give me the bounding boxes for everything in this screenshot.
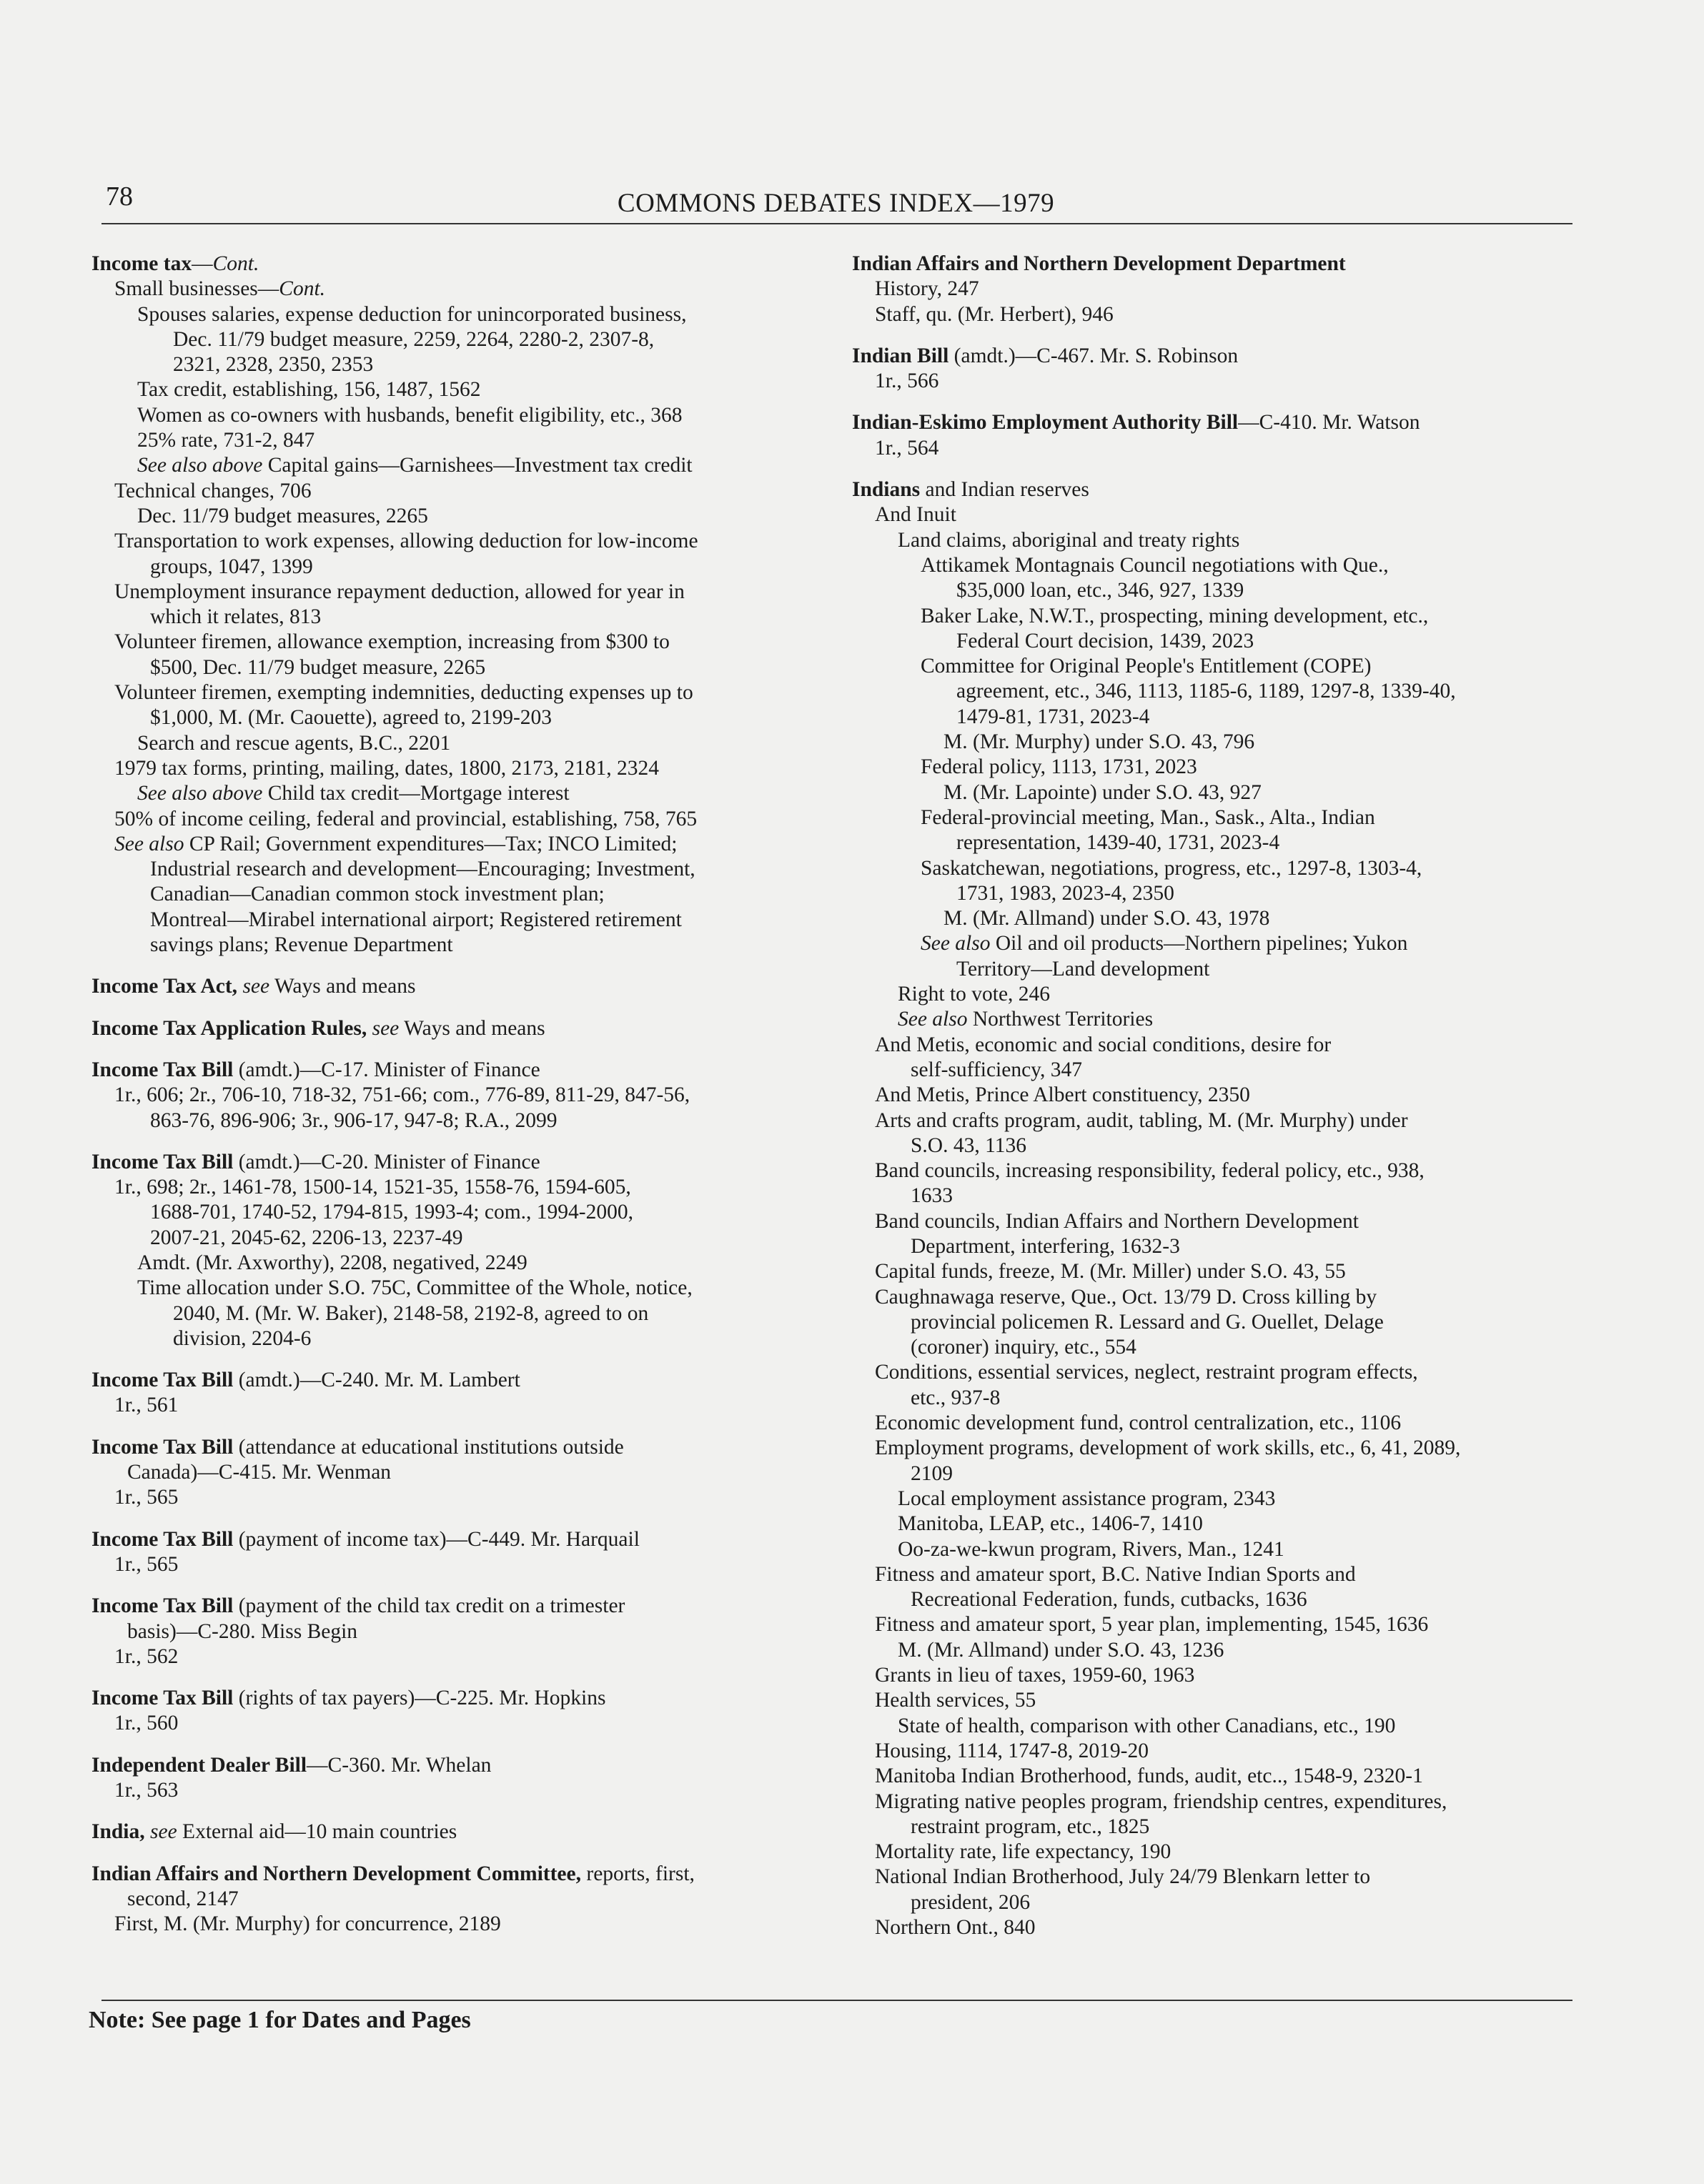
- index-subentry: [852, 1915, 1581, 1940]
- index-subentry: [91, 302, 838, 378]
- index-subentry: [852, 654, 1581, 730]
- entry-text: Ways and means: [399, 1016, 545, 1040]
- entry-text: (amdt.)—C-240. Mr. M. Lambert: [233, 1369, 520, 1392]
- entry-continuation: (coroner) inquiry, etc., 554: [911, 1336, 1136, 1359]
- entry-headword: Income Tax Bill: [91, 1150, 234, 1173]
- entry-continuation: Department, interfering, 1632-3: [911, 1234, 1180, 1258]
- entry-text: Women as co-owners with husbands, benefit eligibility, etc., 368: [137, 403, 683, 427]
- entry-continuation: 1731, 1983, 2023-4, 2350: [956, 881, 1174, 905]
- entry-text: Caughnawaga reserve, Que., Oct. 13/79 D. Cross killing by: [875, 1285, 1377, 1309]
- entry-spacer: [91, 1803, 838, 1820]
- entry-text: Northern Ont., 840: [875, 1916, 1036, 1939]
- entry-text: Fitness and amateur sport, B.C. Native Indian Sports and: [875, 1562, 1356, 1586]
- index-subentry: [852, 1033, 1581, 1083]
- entry-spacer: [91, 1133, 838, 1150]
- entry-spacer: [91, 958, 838, 974]
- entry-spacer: [91, 1041, 838, 1058]
- index-subentry: [852, 755, 1581, 780]
- entry-text: State of health, comparison with other Canadians, etc., 190: [898, 1714, 1396, 1737]
- entry-text: 1r., 698; 2r., 1461-78, 1500-14, 1521-35, 1558-76, 1594-605,: [114, 1176, 631, 1199]
- entry-headword: Income Tax Bill: [91, 1527, 234, 1551]
- index-subentry: [852, 302, 1581, 327]
- entry-text: 1r., 566: [875, 369, 939, 393]
- index-subentry: [91, 807, 838, 832]
- index-subentry: [91, 479, 838, 504]
- entry-text: And Metis, economic and social conditions, desire for: [875, 1033, 1332, 1056]
- entry-text: —C-360. Mr. Whelan: [307, 1753, 492, 1777]
- entry-text: M. (Mr. Allmand) under S.O. 43, 1236: [898, 1638, 1224, 1662]
- entry-text: Committee for Original People's Entitlement (COPE): [921, 655, 1372, 678]
- index-subentry: [91, 756, 838, 781]
- index-subentry: [852, 1739, 1581, 1764]
- index-subentry: [91, 403, 838, 428]
- entry-continuation: $500, Dec. 11/79 budget measure, 2265: [150, 655, 486, 679]
- index-subentry: [91, 1711, 838, 1736]
- entry-italic: see: [237, 975, 270, 998]
- entry-text: Attikamek Montagnais Council negotiations with Que.,: [921, 553, 1389, 577]
- entry-continuation: basis)—C-280. Miss Begin: [127, 1619, 358, 1643]
- index-subentry: [91, 1644, 838, 1669]
- entry-text: Small businesses—: [114, 277, 279, 301]
- entry-text: Tax credit, establishing, 156, 1487, 1562: [137, 378, 481, 402]
- index-subentry: [852, 906, 1581, 931]
- entry-text: Oil and oil products—Northern pipelines; Yukon: [990, 932, 1408, 955]
- index-subentry: [91, 781, 838, 806]
- page-header: [101, 175, 1570, 218]
- entry-continuation: 863-76, 896-906; 3r., 906-17, 947-8; R.A., 2099: [150, 1108, 558, 1132]
- entry-text: Arts and crafts program, audit, tabling, M. (Mr. Murphy) under: [875, 1108, 1408, 1132]
- entry-headword: Indian Affairs and Northern Development Committee,: [91, 1862, 581, 1885]
- index-subentry: [852, 369, 1581, 394]
- footer-rule: [101, 2000, 1572, 2001]
- entry-headword: Income Tax Bill: [91, 1687, 234, 1710]
- index-subentry: [852, 277, 1581, 302]
- entry-text: Northwest Territories: [967, 1008, 1154, 1031]
- index-subentry: [852, 528, 1581, 553]
- left-index-column: [91, 252, 838, 1937]
- entry-text: Conditions, essential services, neglect, restraint program effects,: [875, 1361, 1418, 1384]
- entry-continuation: S.O. 43, 1136: [911, 1133, 1026, 1157]
- entry-spacer: [91, 1669, 838, 1686]
- index-subentry: [91, 630, 838, 680]
- index-subentry: [91, 1251, 838, 1276]
- entry-continuation: 2109: [911, 1461, 953, 1485]
- index-subentry: [91, 529, 838, 580]
- index-heading-entry: [91, 1368, 838, 1393]
- entry-headword: Indians: [852, 478, 921, 502]
- entry-text: M. (Mr. Murphy) under S.O. 43, 796: [943, 730, 1255, 754]
- entry-text: 1979 tax forms, printing, mailing, dates, 1800, 2173, 2181, 2324: [114, 756, 660, 780]
- see-also-label: See also: [898, 1008, 968, 1031]
- index-subentry: [852, 1007, 1581, 1032]
- entry-spacer: [852, 461, 1581, 477]
- entry-headword: India,: [91, 1820, 145, 1844]
- index-heading-entry: [91, 974, 838, 999]
- entry-spacer: [91, 1577, 838, 1594]
- index-subentry: [852, 1360, 1581, 1411]
- index-subentry: [91, 1175, 838, 1251]
- entry-text: —: [192, 252, 213, 275]
- index-subentry: [91, 1393, 838, 1418]
- entry-text: Housing, 1114, 1747-8, 2019-20: [875, 1739, 1149, 1762]
- entry-continuation: Recreational Federation, funds, cutbacks, 1636: [911, 1588, 1307, 1612]
- index-subentry: [852, 1688, 1581, 1713]
- entry-continuation: self-sufficiency, 347: [911, 1058, 1083, 1081]
- entry-text: Ways and means: [269, 975, 416, 998]
- entry-text: Volunteer firemen, allowance exemption, increasing from $300 to: [114, 630, 670, 654]
- entry-text: Grants in lieu of taxes, 1959-60, 1963: [875, 1664, 1195, 1687]
- entry-italic: Cont.: [279, 277, 326, 301]
- entry-continuation: provincial policemen R. Lessard and G. Ouellet, Delage: [911, 1310, 1384, 1334]
- entry-headword: Income Tax Application Rules,: [91, 1016, 367, 1040]
- entry-text: and Indian reserves: [920, 478, 1089, 502]
- index-heading-entry: [91, 1862, 838, 1912]
- entry-text: Oo-za-we-kwun program, Rivers, Man., 1241: [898, 1537, 1284, 1561]
- entry-text: (amdt.)—C-467. Mr. S. Robinson: [948, 344, 1239, 367]
- entry-continuation: restraint program, etc., 1825: [911, 1815, 1150, 1838]
- entry-continuation: 2321, 2328, 2350, 2353: [173, 353, 374, 377]
- entry-text: (payment of income tax)—C-449. Mr. Harquail: [233, 1527, 640, 1551]
- index-subentry: [852, 780, 1581, 805]
- entry-text: 1r., 562: [114, 1644, 179, 1668]
- entry-text: Economic development fund, control centralization, etc., 1106: [875, 1411, 1402, 1435]
- index-subentry: [852, 604, 1581, 655]
- entry-text: Dec. 11/79 budget measures, 2265: [137, 504, 428, 527]
- right-index-column: [852, 252, 1581, 1940]
- see-also-label: See also above: [137, 782, 263, 805]
- entry-text: Baker Lake, N.W.T., prospecting, mining development, etc.,: [921, 604, 1429, 627]
- entry-text: —C-410. Mr. Watson: [1238, 411, 1420, 435]
- entry-spacer: [91, 1511, 838, 1527]
- entry-continuation: etc., 937-8: [911, 1386, 1001, 1409]
- entry-text: (amdt.)—C-17. Minister of Finance: [233, 1058, 540, 1081]
- entry-text: Transportation to work expenses, allowing deduction for low-income: [114, 530, 698, 553]
- index-subentry: [852, 805, 1581, 856]
- index-heading-entry: [91, 1527, 838, 1552]
- entry-continuation: second, 2147: [127, 1887, 239, 1910]
- entry-headword: Indian-Eskimo Employment Authority Bill: [852, 411, 1239, 435]
- entry-continuation: division, 2204-6: [173, 1326, 312, 1350]
- entry-text: Saskatchewan, negotiations, progress, etc., 1297-8, 1303-4,: [921, 856, 1422, 880]
- see-also-label: See also above: [137, 454, 263, 477]
- header-rule: [101, 223, 1572, 224]
- index-subentry: [852, 1714, 1581, 1739]
- index-subentry: [852, 1411, 1581, 1436]
- page-number: 78: [106, 182, 133, 212]
- entry-continuation: Montreal—Mirabel international airport; Registered retirement: [150, 908, 682, 931]
- index-heading-entry: [852, 344, 1581, 369]
- entry-text: M. (Mr. Lapointe) under S.O. 43, 927: [943, 780, 1262, 804]
- index-subentry: [852, 1209, 1581, 1260]
- entry-continuation: 1479-81, 1731, 2023-4: [956, 705, 1150, 728]
- entry-text: reports, first,: [581, 1862, 695, 1885]
- entry-italic: see: [144, 1820, 177, 1844]
- index-subentry: [852, 856, 1581, 907]
- entry-text: Capital gains—Garnishees—Investment tax credit: [262, 454, 693, 477]
- entry-continuation: 1633: [911, 1184, 953, 1208]
- entry-text: (attendance at educational institutions outside: [233, 1435, 624, 1459]
- index-subentry: [91, 1778, 838, 1803]
- index-heading-entry: [852, 477, 1581, 502]
- entry-headword: Indian Bill: [852, 344, 949, 367]
- entry-text: Amdt. (Mr. Axworthy), 2208, negatived, 2249: [137, 1251, 527, 1274]
- entry-text: And Metis, Prince Albert constituency, 2350: [875, 1083, 1250, 1107]
- entry-continuation: which it relates, 813: [150, 605, 322, 629]
- entry-text: 1r., 560: [114, 1712, 179, 1735]
- entry-text: Capital funds, freeze, M. (Mr. Miller) under S.O. 43, 55: [875, 1260, 1346, 1284]
- entry-text: First, M. (Mr. Murphy) for concurrence, 2189: [114, 1912, 501, 1936]
- entry-headword: Income Tax Bill: [91, 1435, 234, 1459]
- entry-text: 1r., 564: [875, 436, 939, 460]
- index-heading-entry: [91, 1435, 838, 1486]
- index-heading-entry: [852, 252, 1581, 277]
- footer-note: Note: See page 1 for Dates and Pages: [89, 2007, 471, 2033]
- entry-continuation: president, 206: [911, 1890, 1031, 1914]
- entry-headword: Income tax: [91, 252, 192, 275]
- entry-spacer: [852, 394, 1581, 410]
- entry-text: Employment programs, development of work skills, etc., 6, 41, 2089,: [875, 1436, 1461, 1460]
- index-subentry: [852, 931, 1581, 982]
- entry-text: Federal policy, 1113, 1731, 2023: [921, 755, 1197, 779]
- index-subentry: [91, 1912, 838, 1937]
- entry-text: And Inuit: [875, 503, 956, 527]
- entry-headword: Income Tax Bill: [91, 1058, 234, 1081]
- entry-continuation: Canada)—C-415. Mr. Wenman: [127, 1461, 392, 1484]
- entry-text: 1r., 565: [114, 1552, 179, 1576]
- index-heading-entry: [91, 1594, 838, 1644]
- entry-continuation: Canadian—Canadian common stock investment plan;: [150, 883, 605, 906]
- index-subentry: [91, 1485, 838, 1510]
- index-subentry: [852, 1108, 1581, 1159]
- index-heading-entry: [91, 1016, 838, 1041]
- entry-text: Federal-provincial meeting, Man., Sask., Alta., Indian: [921, 805, 1375, 829]
- entry-text: CP Rail; Government expenditures—Tax; INCO Limited;: [184, 832, 678, 855]
- index-subentry: [852, 1840, 1581, 1865]
- index-heading-entry: [91, 252, 838, 277]
- entry-spacer: [91, 1845, 838, 1862]
- entry-continuation: savings plans; Revenue Department: [150, 933, 453, 957]
- index-heading-entry: [852, 410, 1581, 435]
- entry-text: Manitoba, LEAP, etc., 1406-7, 1410: [898, 1512, 1203, 1536]
- entry-headword: Income Tax Bill: [91, 1594, 234, 1618]
- index-subentry: [852, 1790, 1581, 1840]
- index-subentry: [852, 1158, 1581, 1209]
- running-title: COMMONS DEBATES INDEX—1979: [617, 189, 1055, 218]
- index-subentry: [852, 1512, 1581, 1537]
- entry-text: Right to vote, 246: [898, 983, 1051, 1006]
- index-subentry: [852, 1562, 1581, 1613]
- entry-text: Spouses salaries, expense deduction for unincorporated business,: [137, 302, 687, 326]
- index-subentry: [91, 1276, 838, 1351]
- index-heading-entry: [91, 1058, 838, 1083]
- entry-text: (rights of tax payers)—C-225. Mr. Hopkins: [233, 1687, 606, 1710]
- index-subentry: [852, 1083, 1581, 1108]
- entry-continuation: groups, 1047, 1399: [150, 555, 313, 578]
- entry-text: M. (Mr. Allmand) under S.O. 43, 1978: [943, 907, 1270, 930]
- index-heading-entry: [91, 1686, 838, 1711]
- entry-text: Time allocation under S.O. 75C, Committee of the Whole, notice,: [137, 1276, 693, 1300]
- entry-continuation: $1,000, M. (Mr. Caouette), agreed to, 2199-203: [150, 706, 553, 730]
- entry-headword: Indian Affairs and Northern Development Department: [852, 252, 1346, 275]
- index-subentry: [91, 1083, 838, 1133]
- index-subentry: [852, 1764, 1581, 1789]
- index-subentry: [91, 731, 838, 756]
- entry-text: (amdt.)—C-20. Minister of Finance: [233, 1150, 540, 1173]
- index-subentry: [91, 832, 838, 958]
- see-also-label: See also: [114, 832, 184, 855]
- entry-text: External aid—10 main countries: [177, 1820, 457, 1844]
- entry-text: (payment of the child tax credit on a trimester: [233, 1594, 625, 1618]
- entry-text: Volunteer firemen, exempting indemnities, deducting expenses up to: [114, 681, 693, 705]
- index-subentry: [852, 982, 1581, 1007]
- index-subentry: [91, 428, 838, 453]
- index-heading-entry: [91, 1753, 838, 1778]
- index-subentry: [91, 580, 838, 630]
- entry-text: 1r., 561: [114, 1394, 179, 1417]
- entry-continuation: Dec. 11/79 budget measure, 2259, 2264, 2280-2, 2307-8,: [173, 327, 655, 351]
- index-subentry: [852, 1436, 1581, 1486]
- entry-italic: Cont.: [212, 252, 259, 275]
- entry-spacer: [91, 1419, 838, 1435]
- index-heading-entry: [91, 1150, 838, 1175]
- index-subentry: [852, 1285, 1581, 1361]
- entry-text: Child tax credit—Mortgage interest: [262, 782, 570, 805]
- entry-text: 50% of income ceiling, federal and provincial, establishing, 758, 765: [114, 807, 698, 830]
- entry-headword: Independent Dealer Bill: [91, 1753, 307, 1777]
- entry-text: 1r., 563: [114, 1779, 179, 1802]
- entry-headword: Income Tax Act,: [91, 975, 238, 998]
- entry-headword: Income Tax Bill: [91, 1369, 234, 1392]
- index-subentry: [91, 453, 838, 478]
- entry-text: Manitoba Indian Brotherhood, funds, audit, etc.., 1548-9, 2320-1: [875, 1764, 1423, 1788]
- entry-text: Band councils, Indian Affairs and Northern Development: [875, 1209, 1359, 1233]
- index-subentry: [91, 377, 838, 402]
- entry-continuation: $35,000 loan, etc., 346, 927, 1339: [956, 579, 1244, 602]
- entry-continuation: 2040, M. (Mr. W. Baker), 2148-58, 2192-8, agreed to on: [173, 1301, 649, 1325]
- index-subentry: [852, 1537, 1581, 1562]
- entry-text: Staff, qu. (Mr. Herbert), 946: [875, 302, 1114, 326]
- index-subentry: [852, 436, 1581, 461]
- index-subentry: [852, 1612, 1581, 1637]
- entry-text: Mortality rate, life expectancy, 190: [875, 1840, 1172, 1864]
- entry-spacer: [852, 327, 1581, 344]
- index-subentry: [852, 1865, 1581, 1915]
- index-subentry: [91, 277, 838, 302]
- entry-text: Health services, 55: [875, 1689, 1036, 1712]
- index-subentry: [852, 1486, 1581, 1512]
- index-subentry: [91, 1552, 838, 1577]
- entry-text: Migrating native peoples program, friendship centres, expenditures,: [875, 1790, 1447, 1813]
- entry-continuation: Federal Court decision, 1439, 2023: [956, 629, 1254, 652]
- entry-spacer: [91, 1737, 838, 1753]
- entry-text: 1r., 565: [114, 1486, 179, 1509]
- entry-continuation: 1688-701, 1740-52, 1794-815, 1993-4; com., 1994-2000,: [150, 1201, 633, 1224]
- entry-spacer: [91, 1000, 838, 1016]
- entry-text: Land claims, aboriginal and treaty rights: [898, 528, 1240, 552]
- entry-text: 1r., 606; 2r., 706-10, 718-32, 751-66; com., 776-89, 811-29, 847-56,: [114, 1083, 690, 1107]
- index-subentry: [91, 504, 838, 529]
- index-subentry: [852, 730, 1581, 755]
- entry-text: Band councils, increasing responsibility, federal policy, etc., 938,: [875, 1159, 1425, 1183]
- entry-continuation: Territory—Land development: [956, 957, 1210, 981]
- entry-italic: see: [367, 1016, 400, 1040]
- entry-text: National Indian Brotherhood, July 24/79 Blenkarn letter to: [875, 1865, 1371, 1889]
- entry-spacer: [91, 1351, 838, 1368]
- entry-text: Local employment assistance program, 2343: [898, 1486, 1276, 1510]
- entry-continuation: Industrial research and development—Encouraging; Investment,: [150, 858, 695, 881]
- index-subentry: [852, 553, 1581, 604]
- entry-continuation: agreement, etc., 346, 1113, 1185-6, 1189, 1297-8, 1339-40,: [956, 680, 1456, 703]
- entry-continuation: 2007-21, 2045-62, 2206-13, 2237-49: [150, 1226, 463, 1249]
- see-also-label: See also: [921, 932, 991, 955]
- index-subentry: [852, 502, 1581, 527]
- entry-text: History, 247: [875, 277, 979, 301]
- entry-text: Search and rescue agents, B.C., 2201: [137, 731, 451, 755]
- entry-text: 25% rate, 731-2, 847: [137, 429, 315, 452]
- entry-text: Technical changes, 706: [114, 479, 312, 502]
- index-heading-entry: [91, 1820, 838, 1845]
- index-subentry: [91, 680, 838, 731]
- index-subentry: [852, 1259, 1581, 1284]
- index-subentry: [852, 1638, 1581, 1663]
- entry-text: Fitness and amateur sport, 5 year plan, implementing, 1545, 1636: [875, 1613, 1429, 1637]
- entry-text: Unemployment insurance repayment deduction, allowed for year in: [114, 580, 685, 603]
- index-subentry: [852, 1663, 1581, 1688]
- entry-continuation: representation, 1439-40, 1731, 2023-4: [956, 831, 1280, 855]
